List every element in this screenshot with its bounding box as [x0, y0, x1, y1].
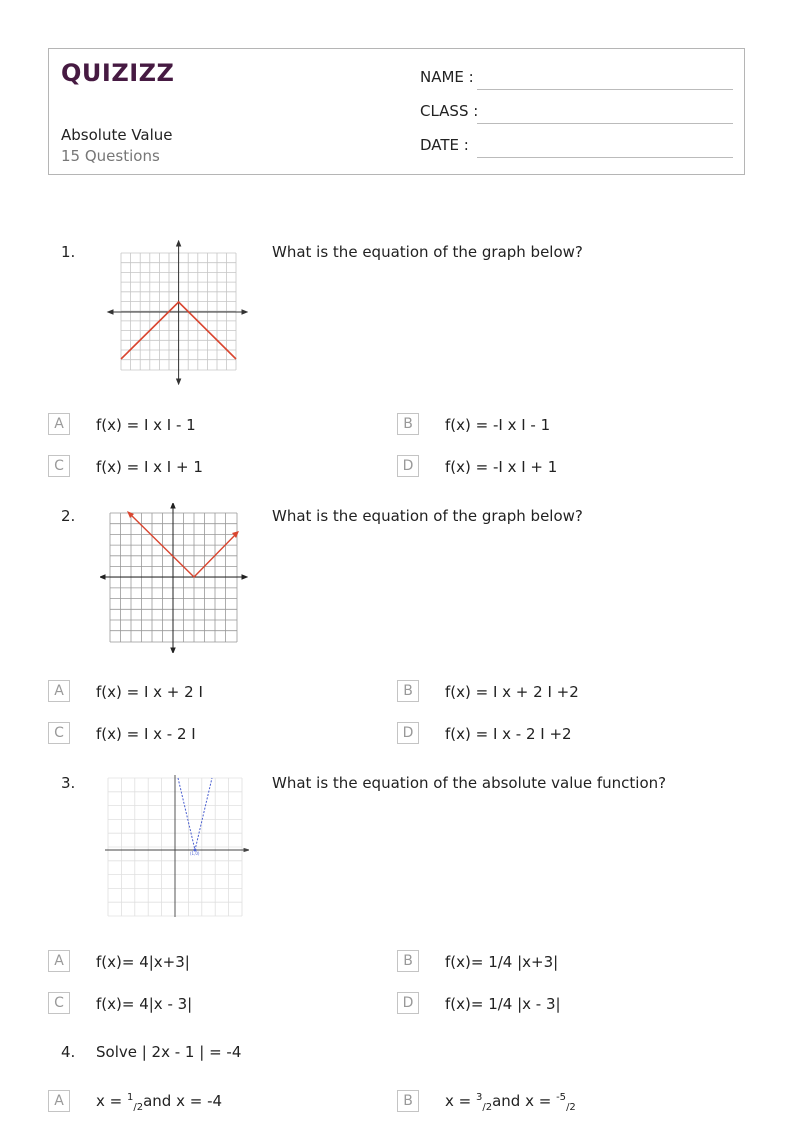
name-label: NAME :	[420, 68, 474, 86]
class-field[interactable]	[420, 102, 733, 124]
date-line[interactable]	[477, 157, 733, 158]
option-text-part: and x =	[492, 1092, 557, 1110]
graph-axes	[105, 775, 249, 917]
option-letter[interactable]: A	[48, 680, 70, 702]
option-text[interactable]: f(x)= 1/4 |x+3|	[445, 953, 559, 971]
class-label: CLASS :	[420, 102, 479, 120]
option-text[interactable]: f(x) = -I x I + 1	[445, 458, 558, 476]
worksheet-title: Absolute Value	[61, 126, 173, 144]
question-3-graph	[103, 773, 249, 919]
option-letter[interactable]: B	[397, 680, 419, 702]
absolute-value-line	[178, 778, 212, 850]
option-text[interactable]: f(x) = I x - 2 I +2	[445, 725, 572, 743]
option-letter[interactable]: A	[48, 413, 70, 435]
numerator: 3	[475, 1092, 483, 1103]
option-text[interactable]: f(x) = I x I + 1	[96, 458, 203, 476]
option-text-part: x =	[445, 1092, 476, 1110]
option-letter[interactable]: D	[397, 455, 419, 477]
option-text[interactable]: f(x)= 4|x+3|	[96, 953, 190, 971]
question-text: What is the equation of the absolute value function?	[272, 774, 667, 792]
option-letter[interactable]: B	[397, 1090, 419, 1112]
question-number: 4.	[61, 1043, 76, 1061]
quizizz-logo: QUIZIZZ	[61, 59, 175, 87]
denominator: /2	[133, 1102, 144, 1113]
option-text[interactable]: f(x) = I x + 2 I +2	[445, 683, 579, 701]
question-number: 3.	[61, 774, 76, 792]
date-label: DATE :	[420, 136, 469, 154]
question-text: Solve | 2x - 1 | = -4	[96, 1043, 242, 1061]
option-text[interactable]: f(x)= 4|x - 3|	[96, 995, 193, 1013]
option-letter[interactable]: A	[48, 950, 70, 972]
option-text-part: and x = -4	[143, 1092, 223, 1110]
denominator: /2	[482, 1102, 493, 1113]
question-count: 15 Questions	[61, 147, 160, 165]
question-1-graph	[106, 240, 248, 385]
option-text-part: x =	[96, 1092, 127, 1110]
option-letter[interactable]: C	[48, 992, 70, 1014]
option-text[interactable]: f(x)= 1/4 |x - 3|	[445, 995, 561, 1013]
option-text[interactable]	[445, 1092, 576, 1113]
option-letter[interactable]: D	[397, 722, 419, 744]
question-text: What is the equation of the graph below?	[272, 243, 583, 261]
option-letter[interactable]: D	[397, 992, 419, 1014]
question-2-graph	[100, 503, 248, 653]
option-letter[interactable]: A	[48, 1090, 70, 1112]
name-line[interactable]	[477, 89, 733, 90]
option-letter[interactable]: C	[48, 722, 70, 744]
option-letter[interactable]: B	[397, 413, 419, 435]
vertex-label: (1,0)	[190, 851, 200, 856]
date-field[interactable]	[420, 136, 733, 158]
option-text[interactable]: f(x) = I x - 2 I	[96, 725, 196, 743]
option-letter[interactable]: C	[48, 455, 70, 477]
numerator: -5	[556, 1092, 567, 1103]
option-text[interactable]: f(x) = I x + 2 I	[96, 683, 203, 701]
question-text: What is the equation of the graph below?	[272, 507, 583, 525]
option-text[interactable]: f(x) = I x I - 1	[96, 416, 196, 434]
worksheet-header	[48, 48, 745, 175]
denominator: /2	[566, 1102, 576, 1113]
numerator: 1	[126, 1092, 134, 1103]
class-line[interactable]	[477, 123, 733, 124]
option-text[interactable]	[96, 1092, 222, 1113]
option-letter[interactable]: B	[397, 950, 419, 972]
question-number: 2.	[61, 507, 76, 525]
question-number: 1.	[61, 243, 76, 261]
name-field[interactable]	[420, 68, 733, 90]
option-text[interactable]: f(x) = -I x I - 1	[445, 416, 551, 434]
